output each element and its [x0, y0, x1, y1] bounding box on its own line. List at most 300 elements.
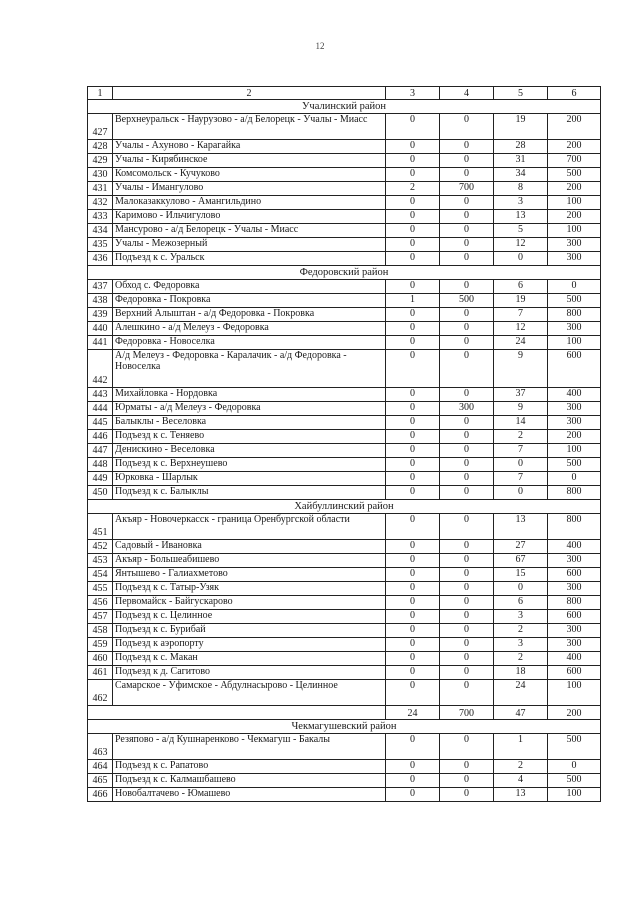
road-name: Малоказаккулово - Амангильдино [113, 196, 386, 210]
row-number: 455 [88, 582, 113, 596]
value-c5: 0 [494, 486, 548, 500]
value-c6: 800 [548, 486, 601, 500]
row-number: 431 [88, 182, 113, 196]
value-c3: 0 [386, 308, 440, 322]
row-number: 461 [88, 666, 113, 680]
value-c3: 0 [386, 388, 440, 402]
district-name: Хайбуллинский район [88, 500, 601, 514]
value-c5: 9 [494, 350, 548, 388]
value-c5: 3 [494, 638, 548, 652]
table-row [88, 322, 601, 336]
value-c6: 100 [548, 224, 601, 238]
value-c6: 300 [548, 322, 601, 336]
value-c4: 0 [440, 540, 494, 554]
road-name: Подъезд к с. Теняево [113, 430, 386, 444]
value-c3: 2 [386, 182, 440, 196]
district-row [88, 500, 601, 514]
row-number: 443 [88, 388, 113, 402]
road-name: Федоровка - Покровка [113, 294, 386, 308]
value-c6: 500 [548, 168, 601, 182]
value-c6: 400 [548, 652, 601, 666]
value-c3: 0 [386, 788, 440, 802]
road-name: Верхнеуральск - Наурузово - а/д Белорецк - Учалы - Миасс [113, 114, 386, 140]
value-c6: 300 [548, 582, 601, 596]
value-c3: 0 [386, 458, 440, 472]
row-number: 433 [88, 210, 113, 224]
value-c4: 0 [440, 624, 494, 638]
road-name: Акъяр - Большеабишево [113, 554, 386, 568]
table-row [88, 734, 601, 760]
value-c3: 0 [386, 652, 440, 666]
value-c6: 300 [548, 238, 601, 252]
value-c4: 0 [440, 680, 494, 706]
table-row [88, 444, 601, 458]
value-c3: 0 [386, 252, 440, 266]
value-c5: 15 [494, 568, 548, 582]
value-c3: 0 [386, 430, 440, 444]
road-name: Резяпово - а/д Кушнаренково - Чекмагуш - Бакалы [113, 734, 386, 760]
table-row [88, 416, 601, 430]
value-c3: 0 [386, 114, 440, 140]
value-c4: 0 [440, 444, 494, 458]
table-row [88, 596, 601, 610]
road-name: Учалы - Кирябинское [113, 154, 386, 168]
value-c4: 0 [440, 252, 494, 266]
table-row [88, 402, 601, 416]
road-name: Учалы - Ахуново - Карагайка [113, 140, 386, 154]
table-row [88, 514, 601, 540]
table-row [88, 472, 601, 486]
value-c4: 0 [440, 430, 494, 444]
row-number: 427 [88, 114, 113, 140]
value-c5: 7 [494, 444, 548, 458]
value-c4: 0 [440, 168, 494, 182]
value-c3: 0 [386, 680, 440, 706]
value-c3: 0 [386, 238, 440, 252]
row-number: 432 [88, 196, 113, 210]
value-c3: 0 [386, 610, 440, 624]
table-row [88, 540, 601, 554]
district-row [88, 266, 601, 280]
row-number: 450 [88, 486, 113, 500]
table-row [88, 196, 601, 210]
value-c4: 0 [440, 472, 494, 486]
value-c6: 300 [548, 416, 601, 430]
road-name: Юрматы - а/д Мелеуз - Федоровка [113, 402, 386, 416]
total-blank [88, 706, 386, 720]
value-c4: 0 [440, 596, 494, 610]
table-row [88, 788, 601, 802]
value-c4: 0 [440, 788, 494, 802]
row-number: 444 [88, 402, 113, 416]
road-name: Новобалтачево - Юмашево [113, 788, 386, 802]
road-name: Юрковка - Шарлык [113, 472, 386, 486]
value-c5: 14 [494, 416, 548, 430]
row-number: 457 [88, 610, 113, 624]
row-number: 452 [88, 540, 113, 554]
header-cell: 4 [440, 87, 494, 100]
value-c3: 0 [386, 168, 440, 182]
value-c5: 5 [494, 224, 548, 238]
value-c4: 0 [440, 638, 494, 652]
road-name: Подъезд к с. Целинное [113, 610, 386, 624]
row-number: 440 [88, 322, 113, 336]
road-name: Михайловка - Нордовка [113, 388, 386, 402]
row-number: 435 [88, 238, 113, 252]
row-number: 441 [88, 336, 113, 350]
row-number: 438 [88, 294, 113, 308]
value-c5: 1 [494, 734, 548, 760]
row-number: 434 [88, 224, 113, 238]
value-c5: 13 [494, 788, 548, 802]
district-row [88, 100, 601, 114]
road-name: Федоровка - Новоселка [113, 336, 386, 350]
value-c6: 800 [548, 514, 601, 540]
row-number: 456 [88, 596, 113, 610]
page-number: 12 [315, 41, 325, 51]
value-c5: 34 [494, 168, 548, 182]
value-c5: 2 [494, 430, 548, 444]
value-c6: 300 [548, 252, 601, 266]
roads-table [87, 86, 601, 802]
table-row [88, 638, 601, 652]
row-number: 446 [88, 430, 113, 444]
value-c5: 2 [494, 760, 548, 774]
value-c5: 12 [494, 238, 548, 252]
value-c4: 0 [440, 652, 494, 666]
value-c4: 0 [440, 734, 494, 760]
value-c5: 24 [494, 680, 548, 706]
road-name: Подъезд к с. Калмашбашево [113, 774, 386, 788]
header-cell: 6 [548, 87, 601, 100]
total-c6: 200 [548, 706, 601, 720]
value-c3: 0 [386, 540, 440, 554]
value-c3: 0 [386, 568, 440, 582]
value-c5: 19 [494, 294, 548, 308]
value-c4: 0 [440, 610, 494, 624]
value-c3: 0 [386, 154, 440, 168]
total-c3: 24 [386, 706, 440, 720]
road-name: Янтышево - Галиахметово [113, 568, 386, 582]
table-row [88, 168, 601, 182]
value-c5: 2 [494, 624, 548, 638]
value-c6: 300 [548, 554, 601, 568]
value-c4: 500 [440, 294, 494, 308]
table-row [88, 350, 601, 388]
value-c6: 300 [548, 624, 601, 638]
value-c6: 200 [548, 210, 601, 224]
value-c3: 0 [386, 472, 440, 486]
value-c3: 1 [386, 294, 440, 308]
row-number: 436 [88, 252, 113, 266]
table-row [88, 652, 601, 666]
value-c5: 19 [494, 114, 548, 140]
road-name: Каримово - Ильчигулово [113, 210, 386, 224]
road-name: Подъезд к с. Бурибай [113, 624, 386, 638]
value-c6: 500 [548, 458, 601, 472]
value-c6: 600 [548, 568, 601, 582]
district-row [88, 720, 601, 734]
value-c5: 7 [494, 472, 548, 486]
row-number: 448 [88, 458, 113, 472]
row-number: 430 [88, 168, 113, 182]
district-name: Федоровский район [88, 266, 601, 280]
table-header-row [88, 87, 601, 100]
value-c4: 0 [440, 388, 494, 402]
value-c5: 37 [494, 388, 548, 402]
value-c3: 0 [386, 336, 440, 350]
table-row [88, 568, 601, 582]
value-c5: 13 [494, 514, 548, 540]
value-c5: 0 [494, 458, 548, 472]
row-number: 463 [88, 734, 113, 760]
table-row [88, 210, 601, 224]
road-name: Подъезд к аэропорту [113, 638, 386, 652]
value-c3: 0 [386, 210, 440, 224]
row-number: 465 [88, 774, 113, 788]
row-number: 466 [88, 788, 113, 802]
value-c6: 500 [548, 734, 601, 760]
table-row [88, 140, 601, 154]
value-c3: 0 [386, 224, 440, 238]
row-number: 462 [88, 680, 113, 706]
value-c6: 400 [548, 388, 601, 402]
value-c6: 200 [548, 430, 601, 444]
value-c5: 3 [494, 610, 548, 624]
district-name: Учалинский район [88, 100, 601, 114]
road-name: Первомайск - Байгускарово [113, 596, 386, 610]
total-c4: 700 [440, 706, 494, 720]
value-c5: 6 [494, 280, 548, 294]
value-c5: 28 [494, 140, 548, 154]
table-row [88, 486, 601, 500]
table-row [88, 224, 601, 238]
value-c6: 0 [548, 472, 601, 486]
value-c6: 300 [548, 638, 601, 652]
value-c5: 13 [494, 210, 548, 224]
value-c4: 0 [440, 238, 494, 252]
value-c4: 0 [440, 760, 494, 774]
value-c6: 100 [548, 336, 601, 350]
value-c5: 7 [494, 308, 548, 322]
value-c4: 0 [440, 458, 494, 472]
table-row [88, 280, 601, 294]
value-c6: 500 [548, 294, 601, 308]
value-c3: 0 [386, 402, 440, 416]
value-c6: 200 [548, 140, 601, 154]
road-name: Подъезд к с. Рапатово [113, 760, 386, 774]
value-c6: 600 [548, 610, 601, 624]
value-c4: 300 [440, 402, 494, 416]
table-row [88, 666, 601, 680]
road-name: Подъезд к с. Макан [113, 652, 386, 666]
value-c5: 2 [494, 652, 548, 666]
table-row [88, 774, 601, 788]
value-c4: 0 [440, 114, 494, 140]
value-c5: 3 [494, 196, 548, 210]
row-number: 429 [88, 154, 113, 168]
road-name: Подъезд к с. Уральск [113, 252, 386, 266]
value-c4: 0 [440, 336, 494, 350]
row-number: 442 [88, 350, 113, 388]
road-name: Алешкино - а/д Мелеуз - Федоровка [113, 322, 386, 336]
value-c4: 700 [440, 182, 494, 196]
value-c3: 0 [386, 774, 440, 788]
row-number: 451 [88, 514, 113, 540]
road-name: Верхний Алыштан - а/д Федоровка - Покровка [113, 308, 386, 322]
value-c6: 100 [548, 196, 601, 210]
table-row [88, 624, 601, 638]
value-c4: 0 [440, 210, 494, 224]
value-c5: 9 [494, 402, 548, 416]
total-c5: 47 [494, 706, 548, 720]
value-c5: 0 [494, 252, 548, 266]
row-number: 449 [88, 472, 113, 486]
value-c5: 12 [494, 322, 548, 336]
road-name: Садовый - Ивановка [113, 540, 386, 554]
header-cell: 3 [386, 87, 440, 100]
value-c6: 200 [548, 182, 601, 196]
value-c5: 0 [494, 582, 548, 596]
value-c6: 100 [548, 680, 601, 706]
row-number: 439 [88, 308, 113, 322]
table-row [88, 458, 601, 472]
road-name: А/д Мелеуз - Федоровка - Каралачик - а/д Федоровка - Новоселка [113, 350, 386, 388]
table-row [88, 294, 601, 308]
value-c6: 700 [548, 154, 601, 168]
value-c3: 0 [386, 760, 440, 774]
value-c3: 0 [386, 416, 440, 430]
road-name: Учалы - Имангулово [113, 182, 386, 196]
value-c5: 31 [494, 154, 548, 168]
row-number: 428 [88, 140, 113, 154]
table-row [88, 252, 601, 266]
value-c6: 0 [548, 760, 601, 774]
value-c6: 0 [548, 280, 601, 294]
value-c3: 0 [386, 624, 440, 638]
table-row [88, 680, 601, 706]
road-name: Подъезд к с. Татыр-Узяк [113, 582, 386, 596]
value-c5: 4 [494, 774, 548, 788]
row-number: 447 [88, 444, 113, 458]
value-c3: 0 [386, 582, 440, 596]
district-name: Чекмагушевский район [88, 720, 601, 734]
value-c4: 0 [440, 140, 494, 154]
value-c4: 0 [440, 280, 494, 294]
value-c5: 24 [494, 336, 548, 350]
value-c6: 100 [548, 788, 601, 802]
total-row [88, 706, 601, 720]
value-c3: 0 [386, 486, 440, 500]
value-c4: 0 [440, 322, 494, 336]
road-name: Комсомольск - Кучуково [113, 168, 386, 182]
row-number: 437 [88, 280, 113, 294]
value-c4: 0 [440, 486, 494, 500]
row-number: 460 [88, 652, 113, 666]
value-c4: 0 [440, 568, 494, 582]
value-c5: 8 [494, 182, 548, 196]
value-c4: 0 [440, 666, 494, 680]
table-row [88, 114, 601, 140]
road-name: Акъяр - Новочеркасск - граница Оренбургской области [113, 514, 386, 540]
table-row [88, 336, 601, 350]
value-c4: 0 [440, 774, 494, 788]
value-c3: 0 [386, 444, 440, 458]
value-c3: 0 [386, 514, 440, 540]
value-c5: 6 [494, 596, 548, 610]
road-name: Подъезд к д. Сагитово [113, 666, 386, 680]
value-c4: 0 [440, 308, 494, 322]
table-row [88, 582, 601, 596]
header-cell: 5 [494, 87, 548, 100]
value-c4: 0 [440, 350, 494, 388]
road-name: Балыклы - Веселовка [113, 416, 386, 430]
value-c4: 0 [440, 554, 494, 568]
row-number: 464 [88, 760, 113, 774]
road-name: Мансурово - а/д Белорецк - Учалы - Миасс [113, 224, 386, 238]
value-c3: 0 [386, 734, 440, 760]
value-c6: 600 [548, 666, 601, 680]
value-c4: 0 [440, 196, 494, 210]
value-c6: 400 [548, 540, 601, 554]
row-number: 458 [88, 624, 113, 638]
value-c3: 0 [386, 140, 440, 154]
value-c4: 0 [440, 224, 494, 238]
road-name: Подъезд к с. Верхнеушево [113, 458, 386, 472]
road-name: Обход с. Федоровка [113, 280, 386, 294]
value-c5: 67 [494, 554, 548, 568]
value-c3: 0 [386, 596, 440, 610]
value-c3: 0 [386, 280, 440, 294]
table-row [88, 238, 601, 252]
value-c3: 0 [386, 638, 440, 652]
road-name: Подъезд к с. Балыклы [113, 486, 386, 500]
value-c3: 0 [386, 554, 440, 568]
value-c6: 300 [548, 402, 601, 416]
table-row [88, 610, 601, 624]
value-c6: 200 [548, 114, 601, 140]
value-c4: 0 [440, 514, 494, 540]
table-row [88, 760, 601, 774]
table-row [88, 430, 601, 444]
value-c4: 0 [440, 154, 494, 168]
value-c4: 0 [440, 416, 494, 430]
table-row [88, 182, 601, 196]
table-row [88, 554, 601, 568]
value-c3: 0 [386, 350, 440, 388]
header-cell: 2 [113, 87, 386, 100]
row-number: 445 [88, 416, 113, 430]
value-c6: 800 [548, 596, 601, 610]
row-number: 459 [88, 638, 113, 652]
value-c5: 18 [494, 666, 548, 680]
value-c6: 500 [548, 774, 601, 788]
value-c3: 0 [386, 666, 440, 680]
value-c3: 0 [386, 322, 440, 336]
row-number: 453 [88, 554, 113, 568]
table-row [88, 388, 601, 402]
table-row [88, 154, 601, 168]
road-name: Учалы - Межозерный [113, 238, 386, 252]
header-cell: 1 [88, 87, 113, 100]
value-c6: 800 [548, 308, 601, 322]
value-c6: 600 [548, 350, 601, 388]
value-c5: 27 [494, 540, 548, 554]
table-row [88, 308, 601, 322]
road-name: Денискино - Веселовка [113, 444, 386, 458]
value-c6: 100 [548, 444, 601, 458]
road-name: Самарское - Уфимское - Абдулнасырово - Целинное [113, 680, 386, 706]
